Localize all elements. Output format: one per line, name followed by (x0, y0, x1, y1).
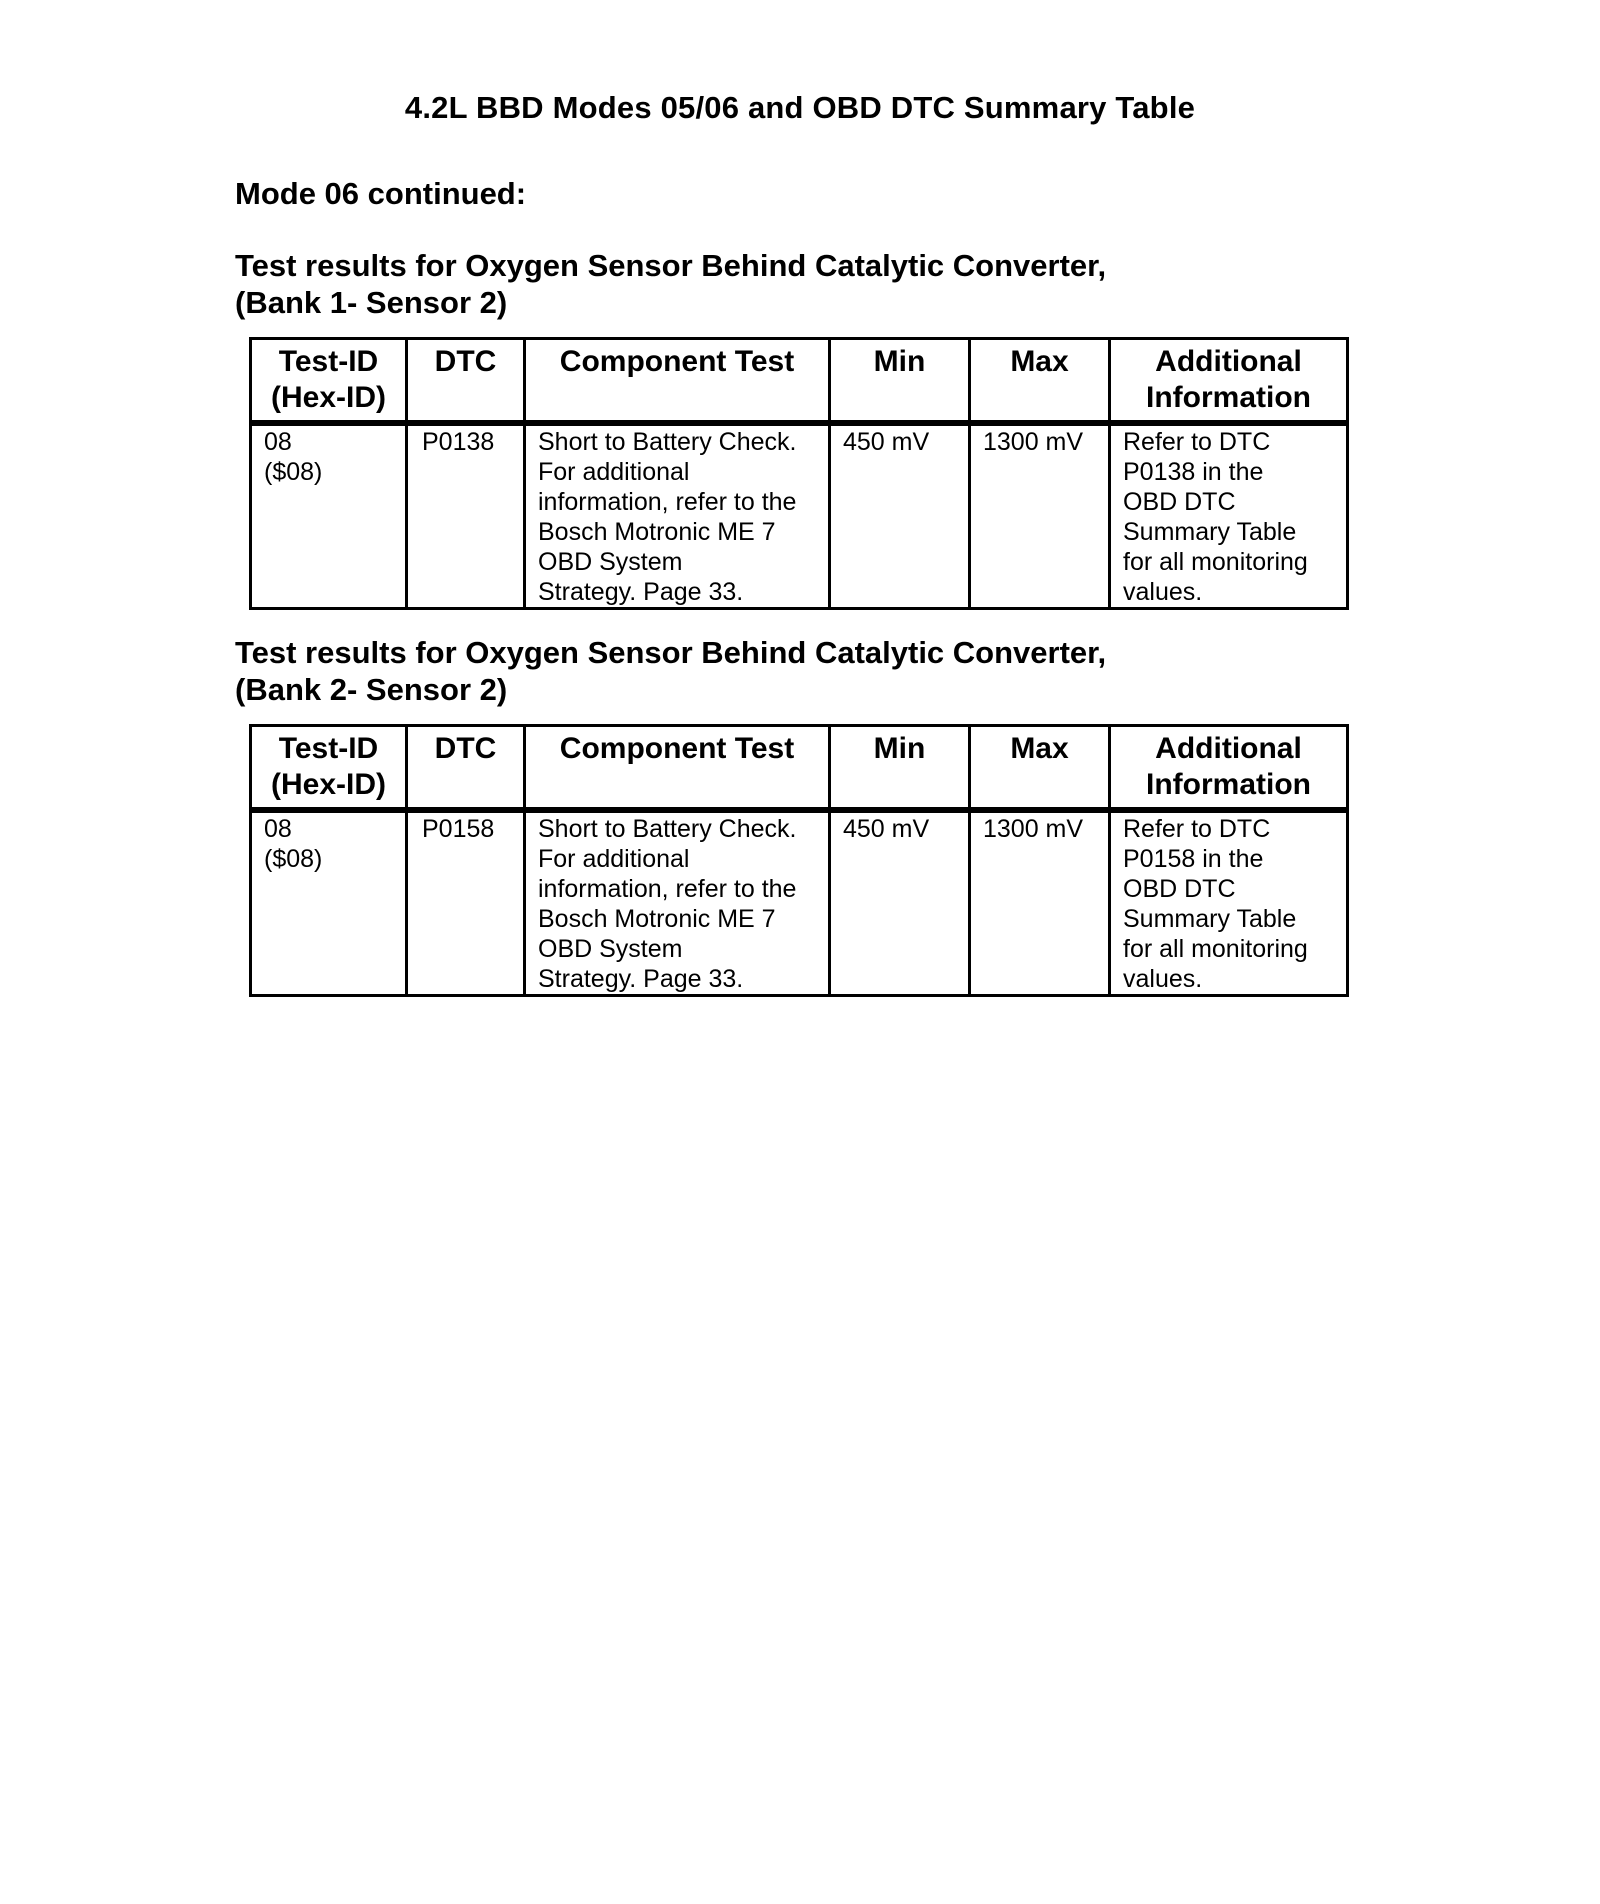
mode-label (235, 175, 526, 212)
table-row (251, 810, 1348, 996)
cell-dtc: P0158 (407, 810, 525, 996)
cell-max: 1300 mV (970, 810, 1110, 996)
cell-component-test: Short to Battery Check. For additional information, refer to the Bosch Motronic ME 7 OBD System Strategy. Page 33. (525, 810, 830, 996)
cell-test-id: 08 ($08) (251, 423, 407, 609)
dtc-table-bank-2 (249, 724, 1349, 997)
column-header-additional-info: Additional Information (1110, 726, 1348, 811)
table-header-row (251, 726, 1348, 811)
page-title: 4.2L BBD Modes 05/06 and OBD DTC Summary Table (404, 90, 1196, 125)
column-header-component-test: Component Test (525, 339, 830, 424)
table-row (251, 423, 1348, 609)
cell-additional-info: Refer to DTC P0138 in the OBD DTC Summary Table for all monitoring values. (1110, 423, 1348, 609)
section-heading-line-2: (Bank 1- Sensor 2) (235, 285, 508, 320)
cell-min: 450 mV (830, 423, 970, 609)
column-header-max: Max (970, 726, 1110, 811)
cell-component-test: Short to Battery Check. For additional information, refer to the Bosch Motronic ME 7 OBD System Strategy. Page 33. (525, 423, 830, 609)
cell-max: 1300 mV (970, 423, 1110, 609)
column-header-additional-info: Additional Information (1110, 339, 1348, 424)
column-header-dtc: DTC (407, 726, 525, 811)
column-header-max: Max (970, 339, 1110, 424)
cell-test-id: 08 ($08) (251, 810, 407, 996)
column-header-min: Min (830, 339, 970, 424)
section-heading-line-1: Test results for Oxygen Sensor Behind Catalytic Converter, (235, 248, 1107, 283)
cell-min: 450 mV (830, 810, 970, 996)
mode-label-text: Mode 06 continued: (235, 176, 527, 211)
section-heading-line-2: (Bank 2- Sensor 2) (235, 672, 508, 707)
column-header-component-test: Component Test (525, 726, 830, 811)
column-header-min: Min (830, 726, 970, 811)
column-header-dtc: DTC (407, 339, 525, 424)
dtc-table-bank-1 (249, 337, 1349, 610)
column-header-test-id: Test-ID (Hex-ID) (251, 726, 407, 811)
table-header-row (251, 339, 1348, 424)
section-heading-line-1: Test results for Oxygen Sensor Behind Catalytic Converter, (235, 635, 1107, 670)
cell-additional-info: Refer to DTC P0158 in the OBD DTC Summary Table for all monitoring values. (1110, 810, 1348, 996)
cell-dtc: P0138 (407, 423, 525, 609)
section-heading-bank-2 (235, 634, 1106, 708)
section-heading-bank-1 (235, 247, 1106, 321)
column-header-test-id: Test-ID (Hex-ID) (251, 339, 407, 424)
